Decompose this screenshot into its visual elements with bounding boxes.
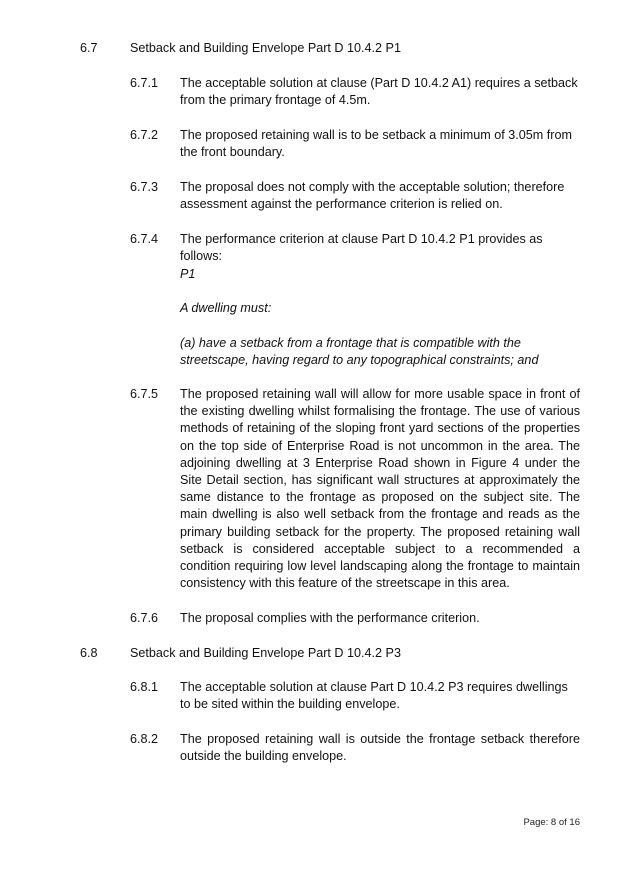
item-text: The performance criterion at clause Part D 10.4.2 P1 provides as follows: (180, 232, 543, 264)
item-number: 6.7.1 (130, 76, 159, 90)
section-title: Setback and Building Envelope Part D 10.4.2 P1 (130, 41, 401, 55)
item-text: The proposal complies with the performance criterion. (180, 611, 480, 625)
section-title: Setback and Building Envelope Part D 10.4.2 P3 (130, 646, 401, 660)
item-number: 6.8.2 (130, 732, 159, 746)
page-number: Page: 8 of 16 (523, 817, 580, 828)
item-text: The proposed retaining wall is to be setback a minimum of 3.05m from the front boundary. (180, 128, 572, 160)
section-number: 6.7 (80, 41, 98, 55)
item-text: The proposed retaining wall is outside the frontage setback therefore outside the building envelope. (180, 732, 580, 764)
quote-label: P1 (180, 267, 196, 281)
section-heading (0, 40, 622, 58)
quote-intro: A dwelling must: (180, 301, 272, 315)
item-number: 6.7.6 (130, 611, 159, 625)
item-number: 6.7.2 (130, 128, 159, 142)
item-text: The proposed retaining wall will allow for more usable space in front of the existing dwelling whilst formalising the frontage. The use of various methods of retaining of the sloping front yard sections of the properties on the top side of Enterprise Road is not uncommon in the area. The adjoining dwelling at 3 Enterprise Road shown in Figure 4 under the Site Detail section, has significant wall structures at approximately the same distance to the frontage as proposed on the subject site. The main dwelling is also well setback from the frontage and reads as the primary building setback for the property. The proposed retaining wall setback is considered acceptable subject to a recommended a condition requiring low level landscaping along the frontage to maintain consistency with this feature of the streetscape in this area. (180, 387, 580, 591)
quote-clause: (a) have a setback from a frontage that is compatible with the streetscape, having regard to any topographical constraints; and (180, 336, 539, 368)
section-heading (0, 645, 622, 663)
item-text: The proposal does not comply with the acceptable solution; therefore assessment against the performance criterion is relied on. (180, 180, 565, 212)
item-number: 6.7.3 (130, 180, 159, 194)
item-number: 6.8.1 (130, 680, 159, 694)
item-number: 6.7.5 (130, 387, 159, 401)
item-number: 6.7.4 (130, 232, 159, 246)
section-number: 6.8 (80, 646, 98, 660)
item-text: The acceptable solution at clause Part D 10.4.2 P3 requires dwellings to be sited within the building envelope. (180, 680, 568, 712)
item-text: The acceptable solution at clause (Part D 10.4.2 A1) requires a setback from the primary frontage of 4.5m. (180, 76, 578, 108)
